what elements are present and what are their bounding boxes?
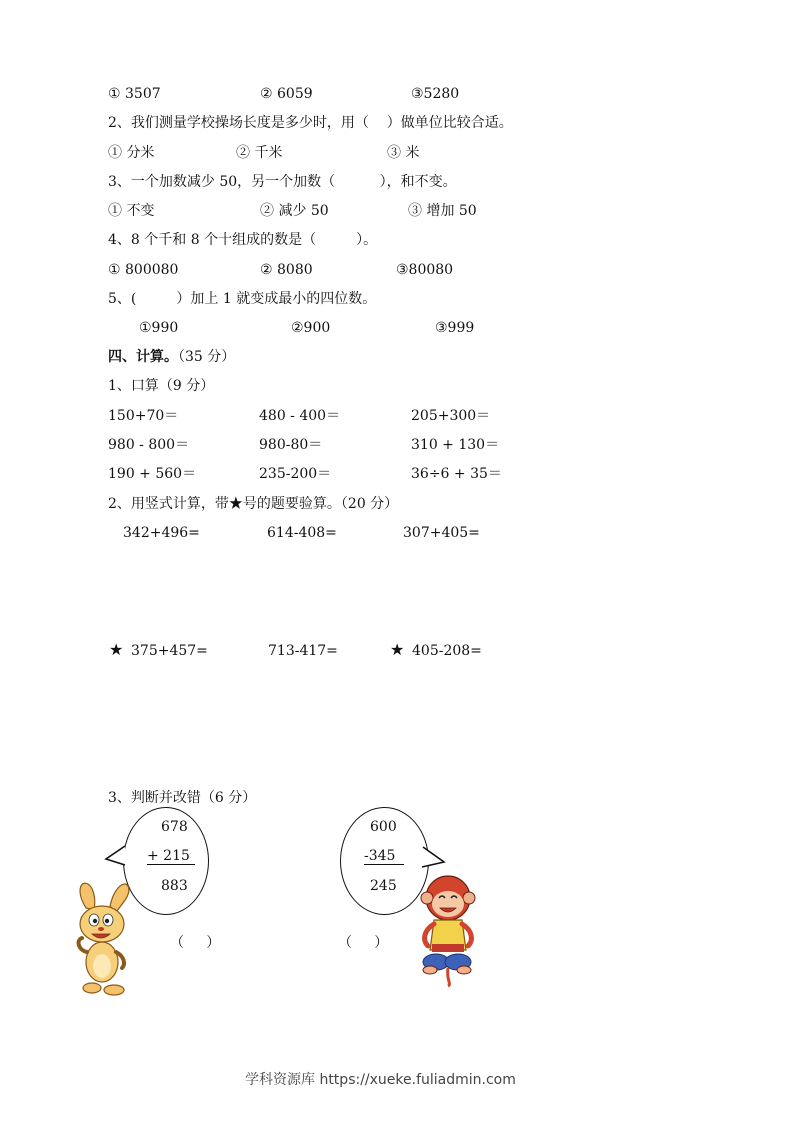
star-icon: ★ bbox=[390, 640, 405, 659]
left-operand: + 215 bbox=[147, 848, 195, 865]
q2-option-1: ① 分米 bbox=[108, 145, 155, 161]
bubble-tail bbox=[420, 846, 450, 870]
left-result: 883 bbox=[161, 878, 188, 894]
vertical-item: 342+496= bbox=[123, 525, 200, 541]
q5-option-1: ①990 bbox=[139, 320, 179, 336]
right-result: 245 bbox=[370, 878, 397, 894]
q4-option-3: ③80080 bbox=[396, 262, 454, 278]
q3-option-3: ③ 增加 50 bbox=[408, 203, 477, 219]
left-answer-paren: （ ） bbox=[170, 935, 221, 951]
mental-item: 205+300＝ bbox=[411, 408, 491, 424]
q1-option-1: ① 3507 bbox=[108, 86, 161, 102]
vertical-item: 375+457= bbox=[131, 643, 208, 659]
mental-item: 235-200＝ bbox=[259, 466, 332, 482]
mental-item: 480 - 400＝ bbox=[259, 408, 341, 424]
vertical-heading: 2、用竖式计算，带★号的题要验算。（20 分） bbox=[108, 496, 399, 512]
mental-item: 310 + 130＝ bbox=[411, 437, 500, 453]
mental-item: 980-80＝ bbox=[259, 437, 323, 453]
star-icon: ★ bbox=[109, 640, 124, 659]
vertical-item: 307+405= bbox=[403, 525, 480, 541]
vertical-item: 614-408= bbox=[267, 525, 337, 541]
vertical-item: 713-417= bbox=[268, 643, 338, 659]
left-top-number: 678 bbox=[161, 819, 188, 835]
right-top-number: 600 bbox=[370, 819, 397, 835]
q2-option-2: ② 千米 bbox=[236, 145, 283, 161]
mental-heading: 1、口算（9 分） bbox=[108, 378, 215, 394]
mental-item: 150+70＝ bbox=[108, 408, 179, 424]
q4-option-2: ② 8080 bbox=[260, 262, 313, 278]
mental-item: 36÷6 + 35＝ bbox=[411, 466, 502, 482]
q3-stem: 3、一个加数减少 50，另一个加数（ ），和不变。 bbox=[108, 174, 457, 190]
judge-heading: 3、判断并改错（6 分） bbox=[108, 790, 257, 806]
q4-option-1: ① 800080 bbox=[108, 262, 179, 278]
q3-option-1: ① 不变 bbox=[108, 203, 155, 219]
q5-option-3: ③999 bbox=[435, 320, 475, 336]
q4-stem: 4、8 个千和 8 个十组成的数是（ ）。 bbox=[108, 232, 378, 248]
right-operand: -345 bbox=[364, 848, 404, 865]
mental-item: 190 + 560＝ bbox=[108, 466, 197, 482]
footer-text: 学科资源库 https://xueke.fuliadmin.com bbox=[245, 1072, 516, 1088]
q2-stem: 2、我们测量学校操场长度是多少时，用（ ）做单位比较合适。 bbox=[108, 115, 513, 131]
mental-item: 980 - 800＝ bbox=[108, 437, 190, 453]
section-title-text: 四、计算。 bbox=[108, 349, 178, 365]
section-score: （35 分） bbox=[178, 349, 236, 365]
q2-option-3: ③ 米 bbox=[387, 145, 420, 161]
bubble-tail bbox=[104, 845, 134, 869]
q5-option-2: ②900 bbox=[291, 320, 331, 336]
q1-option-2: ② 6059 bbox=[260, 86, 313, 102]
section-title bbox=[108, 349, 235, 365]
right-answer-paren: （ ） bbox=[338, 935, 389, 951]
q5-stem: 5、( ）加上 1 就变成最小的四位数。 bbox=[108, 291, 377, 307]
monkey-cartoon-icon bbox=[418, 868, 476, 988]
q3-option-2: ② 减少 50 bbox=[260, 203, 329, 219]
vertical-item: 405-208= bbox=[412, 643, 482, 659]
rabbit-cartoon-icon bbox=[74, 878, 134, 998]
q1-option-3: ③5280 bbox=[411, 86, 460, 102]
